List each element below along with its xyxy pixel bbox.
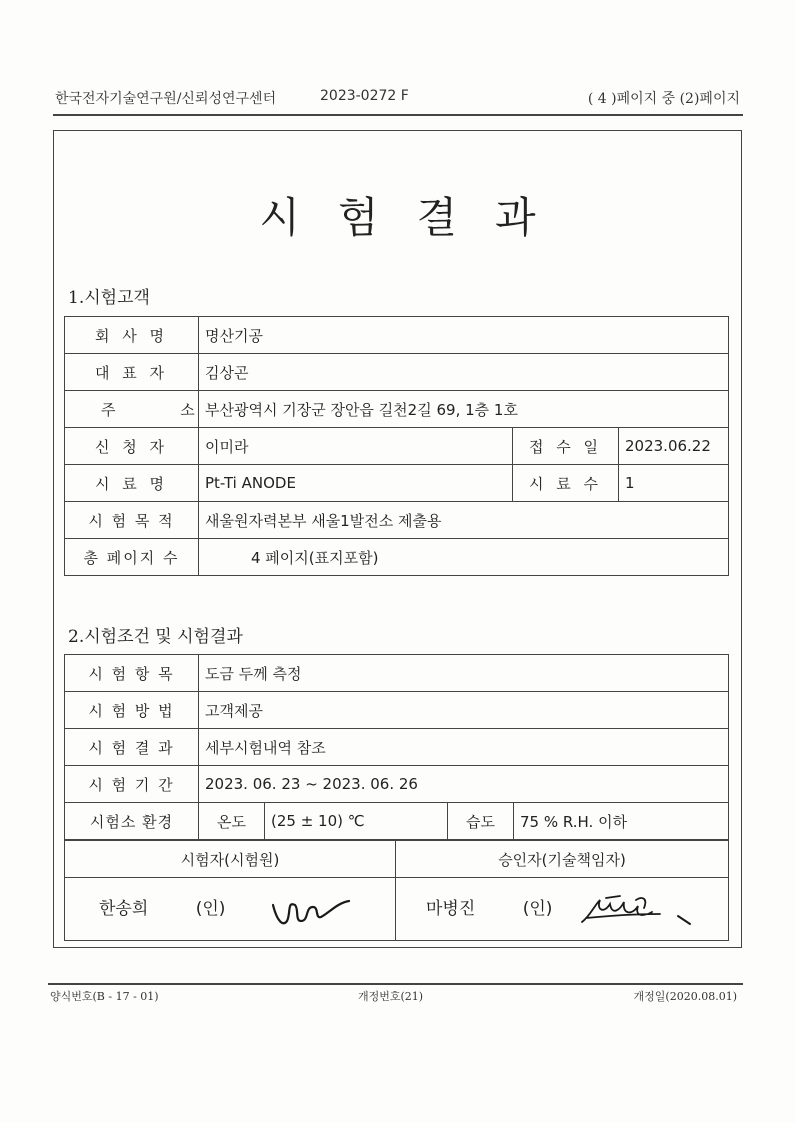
- table-row: [65, 391, 729, 428]
- table-row: [65, 317, 729, 354]
- purpose-value: 새울원자력본부 새울1발전소 제출용: [199, 502, 729, 539]
- rep-label: 대 표 자: [65, 354, 199, 391]
- footer-rule: [48, 983, 743, 985]
- received-label: 접 수 일: [513, 428, 619, 465]
- received-value: 2023.06.22: [619, 428, 729, 465]
- section1-heading: 1.시험고객: [68, 288, 150, 308]
- company-label: 회 사 명: [65, 317, 199, 354]
- signature-table: [64, 840, 729, 941]
- header-org: 한국전자기술연구원/신뢰성연구센터: [55, 91, 277, 107]
- test-result-label: 시 험 결 과: [65, 729, 199, 766]
- company-value: 명산기공: [199, 317, 729, 354]
- table-row: [65, 655, 729, 692]
- form-number: 양식번호(B - 17 - 01): [50, 990, 159, 1003]
- environment-label: 시험소 환경: [65, 803, 199, 840]
- table-row: [65, 729, 729, 766]
- tester-signature-icon: [265, 887, 355, 931]
- approver-signature-cell: [396, 878, 729, 941]
- address-label: 주 소: [65, 391, 199, 428]
- table-row: [65, 465, 729, 502]
- sample-count-label: 시 료 수: [513, 465, 619, 502]
- customer-table: [64, 316, 729, 576]
- approver-name: 마병진: [426, 899, 476, 919]
- table-row: [65, 354, 729, 391]
- tester-signature-cell: [65, 878, 396, 941]
- test-method-value: 고객제공: [199, 692, 729, 729]
- applicant-value: 이미라: [199, 428, 513, 465]
- sample-count-value: 1: [619, 465, 729, 502]
- test-period-value: 2023. 06. 23 ~ 2023. 06. 26: [199, 766, 729, 803]
- table-row: [65, 502, 729, 539]
- test-result-value: 세부시험내역 참조: [199, 729, 729, 766]
- purpose-label: 시 험 목 적: [65, 502, 199, 539]
- table-row: [65, 803, 729, 840]
- test-method-label: 시 험 방 법: [65, 692, 199, 729]
- table-row: [65, 878, 729, 941]
- table-row: [65, 539, 729, 576]
- approver-label: 승인자(기술책임자): [396, 841, 729, 878]
- humidity-label: 습도: [448, 803, 514, 840]
- tester-seal: (인): [195, 899, 226, 919]
- section2-heading: 2.시험조건 및 시험결과: [68, 627, 243, 647]
- table-row: [65, 692, 729, 729]
- temperature-label: 온도: [199, 803, 265, 840]
- applicant-label: 신 청 자: [65, 428, 199, 465]
- document-title: 시험결과: [259, 193, 574, 242]
- table-row: [65, 841, 729, 878]
- test-item-label: 시 험 항 목: [65, 655, 199, 692]
- test-item-value: 도금 두께 측정: [199, 655, 729, 692]
- table-row: [65, 766, 729, 803]
- table-row: [65, 428, 729, 465]
- total-pages-label: 총 페이지 수: [65, 539, 199, 576]
- rep-value: 김상곤: [199, 354, 729, 391]
- total-pages-value: 4 페이지(표지포함): [199, 539, 729, 576]
- revision-date: 개정일(2020.08.01): [633, 990, 737, 1003]
- page-indicator: ( 4 )페이지 중 (2)페이지: [587, 91, 740, 107]
- temperature-value: (25 ± 10) ℃: [265, 803, 448, 840]
- header-rule: [53, 114, 743, 116]
- sample-label: 시 료 명: [65, 465, 199, 502]
- revision-number: 개정번호(21): [358, 990, 424, 1003]
- humidity-value: 75 % R.H. 이하: [514, 803, 729, 840]
- tester-name: 한송희: [99, 899, 149, 919]
- address-value: 부산광역시 기장군 장안읍 길천2길 69, 1층 1호: [199, 391, 729, 428]
- conditions-table: [64, 654, 729, 840]
- approver-signature-icon: [576, 886, 696, 932]
- sample-value: Pt-Ti ANODE: [199, 465, 513, 502]
- approver-seal: (인): [522, 899, 553, 919]
- tester-label: 시험자(시험원): [65, 841, 396, 878]
- report-number: 2023-0272 F: [320, 88, 409, 104]
- test-period-label: 시 험 기 간: [65, 766, 199, 803]
